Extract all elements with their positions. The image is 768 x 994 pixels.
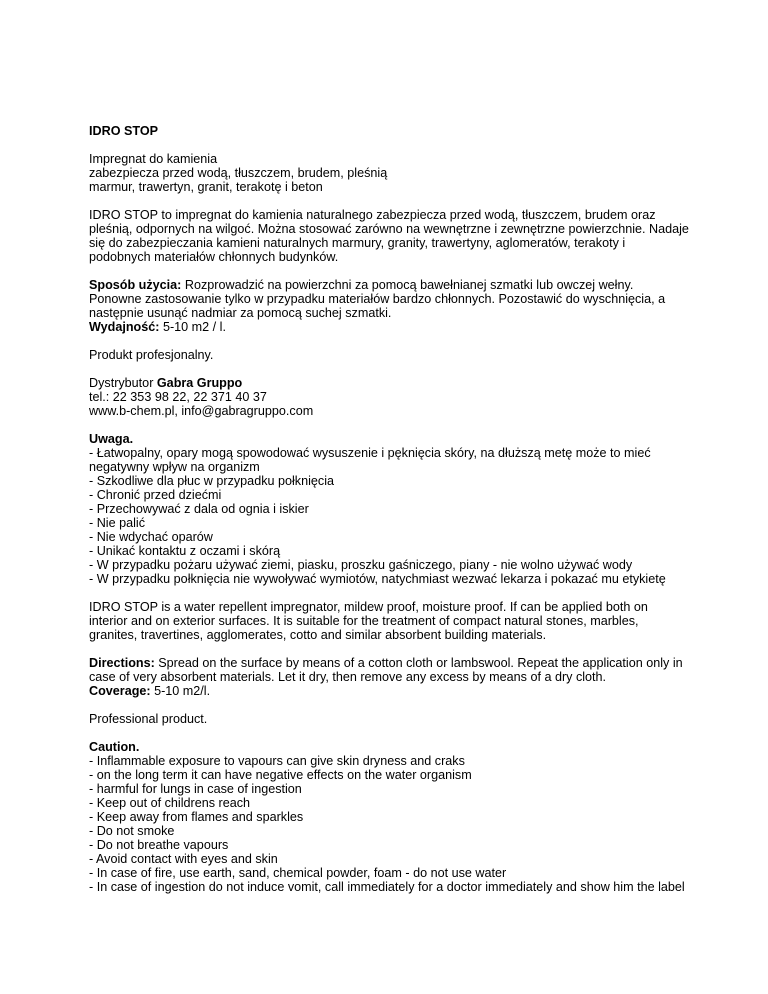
pl-warning-block	[89, 432, 689, 586]
list-item: - Keep out of childrens reach	[89, 796, 251, 810]
pl-usage-block	[89, 278, 689, 334]
product-title: IDRO STOP	[89, 124, 159, 138]
list-item: - In case of ingestion do not induce vomit, call immediately for a doctor immediately and show him the label	[89, 880, 685, 894]
distributor-line	[89, 376, 689, 390]
distributor-prefix: Dystrybutor	[89, 376, 157, 390]
en-directions-block	[89, 656, 689, 698]
pl-usage-text: Rozprowadzić na powierzchni za pomocą bawełnianej szmatki lub owczej wełny. Ponowne zastosowanie tylko w przypadku materiałów bardzo chłonnych. Pozostawić do wyschnięcia, a następnie usunąć nadmiar za pomocą suchej szmatki.	[89, 278, 666, 320]
list-item: - Nie palić	[89, 516, 145, 530]
document-page	[89, 124, 689, 908]
intro-block	[89, 152, 689, 194]
en-description: IDRO STOP is a water repellent impregnator, mildew proof, moisture proof. If can be applied both on interior and on exterior surfaces. It is suitable for the treatment of compact natural stones, marbles, granites, travertines, agglomerates, cotto and similar absorbent building materials.	[89, 600, 648, 642]
en-professional: Professional product.	[89, 712, 208, 726]
en-directions-label: Directions:	[89, 656, 155, 670]
list-item: - Avoid contact with eyes and skin	[89, 852, 278, 866]
en-directions-text: Spread on the surface by means of a cotton cloth or lambswool. Repeat the application only in case of very absorbent materials. Let it dry, then remove any excess by means of a dry cloth.	[89, 656, 683, 684]
pl-warning-list	[89, 446, 689, 586]
list-item: - Inflammable exposure to vapours can give skin dryness and craks	[89, 754, 465, 768]
en-coverage-line	[89, 684, 689, 698]
intro-line: Impregnat do kamienia	[89, 152, 218, 166]
distributor-block	[89, 376, 689, 418]
pl-yield-label: Wydajność:	[89, 320, 160, 334]
list-item: - W przypadku połknięcia nie wywoływać wymiotów, natychmiast wezwać lekarza i pokazać mu etykietę	[89, 572, 666, 586]
list-item: - Łatwopalny, opary mogą spowodować wysuszenie i pęknięcia skóry, na dłuższą metę może to mieć negatywny wpływ na organizm	[89, 446, 651, 474]
list-item: - In case of fire, use earth, sand, chemical powder, foam - do not use water	[89, 866, 507, 880]
en-coverage-label: Coverage:	[89, 684, 151, 698]
list-item: - Do not smoke	[89, 824, 175, 838]
pl-yield-line	[89, 320, 689, 334]
intro-line: zabezpiecza przed wodą, tłuszczem, brudem, pleśnią	[89, 166, 388, 180]
en-caution-list	[89, 754, 689, 894]
intro-line: marmur, trawertyn, granit, terakotę i beton	[89, 180, 323, 194]
list-item: - Chronić przed dziećmi	[89, 488, 222, 502]
distributor-phone: tel.: 22 353 98 22, 22 371 40 37	[89, 390, 267, 404]
list-item: - Szkodliwe dla płuc w przypadku połknięcia	[89, 474, 335, 488]
list-item: - on the long term it can have negative effects on the water organism	[89, 768, 472, 782]
en-coverage-value: 5-10 m2/l.	[150, 684, 211, 698]
list-item: - harmful for lungs in case of ingestion	[89, 782, 302, 796]
distributor-web: www.b-chem.pl, info@gabragruppo.com	[89, 404, 314, 418]
list-item: - W przypadku pożaru używać ziemi, piasku, proszku gaśniczego, piany - nie wolno używać wody	[89, 558, 633, 572]
list-item: - Keep away from flames and sparkles	[89, 810, 304, 824]
distributor-name: Gabra Gruppo	[156, 376, 243, 390]
list-item: - Do not breathe vapours	[89, 838, 229, 852]
pl-professional: Produkt profesjonalny.	[89, 348, 214, 362]
pl-yield-value: 5-10 m2 / l.	[159, 320, 226, 334]
list-item: - Nie wdychać oparów	[89, 530, 213, 544]
list-item: - Przechowywać z dala od ognia i iskier	[89, 502, 309, 516]
pl-warning-title: Uwaga.	[89, 432, 134, 446]
pl-usage-label: Sposób użycia:	[89, 278, 182, 292]
list-item: - Unikać kontaktu z oczami i skórą	[89, 544, 281, 558]
en-caution-title: Caution.	[89, 740, 140, 754]
pl-description: IDRO STOP to impregnat do kamienia naturalnego zabezpiecza przed wodą, tłuszczem, brudem oraz pleśnią, odpornych na wilgoć. Można stosować zarówno na wewnętrzne i zewnętrzne powierzchnie. Nadaje się do zabezpieczania kamieni naturalnych marmury, granity, trawertyny, aglomeratów, terakoty i podobnych materiałów chłonnych budynków.	[89, 208, 689, 264]
en-caution-block	[89, 740, 689, 894]
